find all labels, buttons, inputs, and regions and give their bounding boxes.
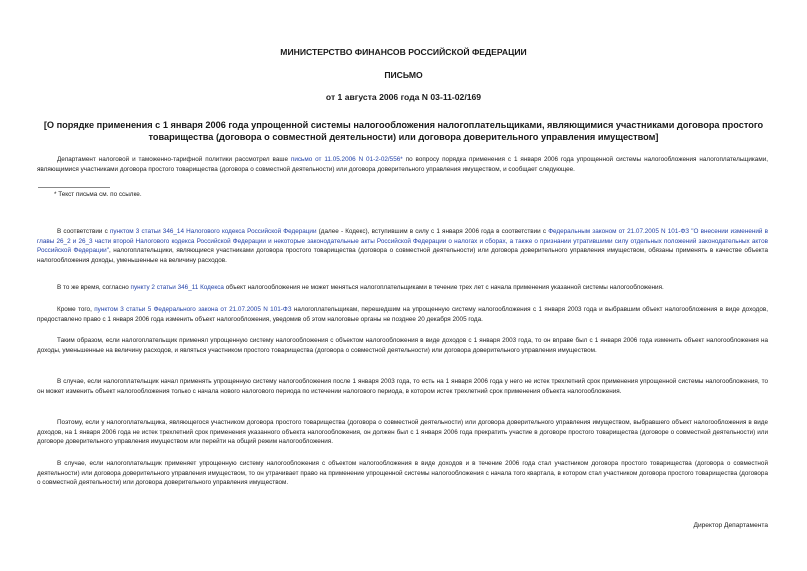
footnote: * Текст письма см. по ссылке. xyxy=(54,191,142,198)
paragraph-8: В случае, если налогоплательщик применяет упрощенную систему налогообложения с объектом налогообложения в виде доходов и в течение 2006 года стал участником договора простого товарищества (договора о совместной деятельности) или договора доверительного управления имуществом, то он утрачивает право на применение упрощенной системы налогообложения с начала того квартала, в котором стал участником договора простого товарищества (договора о совместной деятельности) или договора доверительного управления имуществом. xyxy=(37,460,768,487)
ministry-heading: МИНИСТЕРСТВО ФИНАНСОВ РОССИЙСКОЙ ФЕДЕРАЦИИ xyxy=(280,47,527,57)
footnote-divider xyxy=(38,187,110,188)
p2-text-3: , налогоплательщики, являющиеся участниками договора простого товарищества (договора о совместной деятельности) или договора доверительного управления имуществом, обязаны применять в качестве объекта налогообложения доходы, уменьшенные на величину расходов. xyxy=(37,247,769,264)
p2-text-1: В соответствии с xyxy=(57,228,110,235)
p4-text-2: налогоплательщикам, перешедшим на упрощенную систему налогообложения с 1 января 2003 года и выбравшим объект налогообложения в виде доходов, предоставлено право с 1 января 2006 года изменить объект налогообложения, уведомив об этом налоговые органы не позднее 20 декабря 2005 года. xyxy=(37,306,768,323)
paragraph-2 xyxy=(37,227,768,265)
date-number-heading: от 1 августа 2006 года N 03-11-02/169 xyxy=(325,92,482,102)
signature: Директор Департамента xyxy=(693,522,768,529)
p2-link-tax-code[interactable]: пунктом 3 статьи 346_14 Налогового кодекса Российской Федерации xyxy=(109,228,317,235)
p4-text-1: Кроме того, xyxy=(57,306,95,313)
p2-text-2: (далее - Кодекс), вступившим в силу с 1 января 2006 года в соответствии с xyxy=(316,228,549,235)
paragraph-3 xyxy=(37,283,768,293)
p3-text-2: объект налогообложения не может меняться налогоплательщиками в течение трех лет с начала применения указанной системы налогообложения. xyxy=(223,284,664,291)
paragraph-4 xyxy=(37,305,768,324)
doc-type-heading: ПИСЬМО xyxy=(384,70,423,80)
p1-text-1: Департамент налоговой и таможенно-тарифной политики рассмотрел ваше xyxy=(57,156,291,163)
paragraph-6: В случае, если налогоплательщик начал применять упрощенную систему налогообложения после 1 января 2003 года, то есть на 1 января 2006 года у него не истек трехлетний срок применения упрощенной системы налогообложения, то он может изменить объект налогообложения только с начала нового налогового периода по истечении налогового периода, в котором истек трехлетний срок применения объекта налогообложения. xyxy=(37,378,768,395)
document-title: [О порядке применения с 1 января 2006 года упрощенной системы налогообложения налогоплательщиками, являющимися участниками договора простого товарищества (договора о совместной деятельности) или договора доверительного управления имуществом] xyxy=(43,120,764,142)
p2-link-federal-law[interactable]: Федеральным законом от 21.07.2005 N 101-ФЗ "О внесении изменений в главы 26_2 и 26_3 части второй Налогового кодекса Российской Федерации и некоторые законодательные акты Российской Федерации о налогах и сборах, а также о признании утратившими силу отдельных положений законодательных актов Российской Федерации" xyxy=(37,228,768,255)
p3-text-1: В то же время, согласно xyxy=(57,284,131,291)
p4-link-federal-law[interactable]: пунктом 3 статьи 5 Федерального закона от 21.07.2005 N 101-ФЗ xyxy=(94,306,292,313)
p3-link-code-article[interactable]: пункту 2 статьи 346_11 Кодекса xyxy=(130,284,224,291)
paragraph-5: Таким образом, если налогоплательщик применял упрощенную систему налогообложения с объектом налогообложения в виде доходов с 1 января 2003 года, то он вправе был с 1 января 2006 года изменить объект налогообложения на доходы, уменьшенные на величину расходов, и являться участником простого товарищества (договора о совместной деятельности) или договора доверительного управления имуществом. xyxy=(37,337,768,354)
p1-link-letter[interactable]: письмо от 11.05.2006 N 01-2-02/556* xyxy=(290,156,403,163)
paragraph-7: Поэтому, если у налогоплательщика, являющегося участником договора простого товарищества (договора о совместной деятельности) или договора доверительного управления имуществом, выбравшего объект налогообложения в виде доходов, на 1 января 2006 года не истек трехлетний срок применения указанного объекта налогообложения, он должен был с 1 января 2006 года прекратить участие в договоре простого товарищества (договоре о совместной деятельности) или договоре доверительного управления имуществом или перейти на общий режим налогообложения. xyxy=(37,419,768,446)
paragraph-1 xyxy=(37,155,768,174)
p1-text-2: по вопросу порядка применения с 1 января 2006 года упрощенной системы налогообложения налогоплательщиками, являющимися участниками договора простого товарищества (договора о совместной деятельности) или договора доверительного управления имуществом, и сообщает следующее. xyxy=(37,156,768,173)
